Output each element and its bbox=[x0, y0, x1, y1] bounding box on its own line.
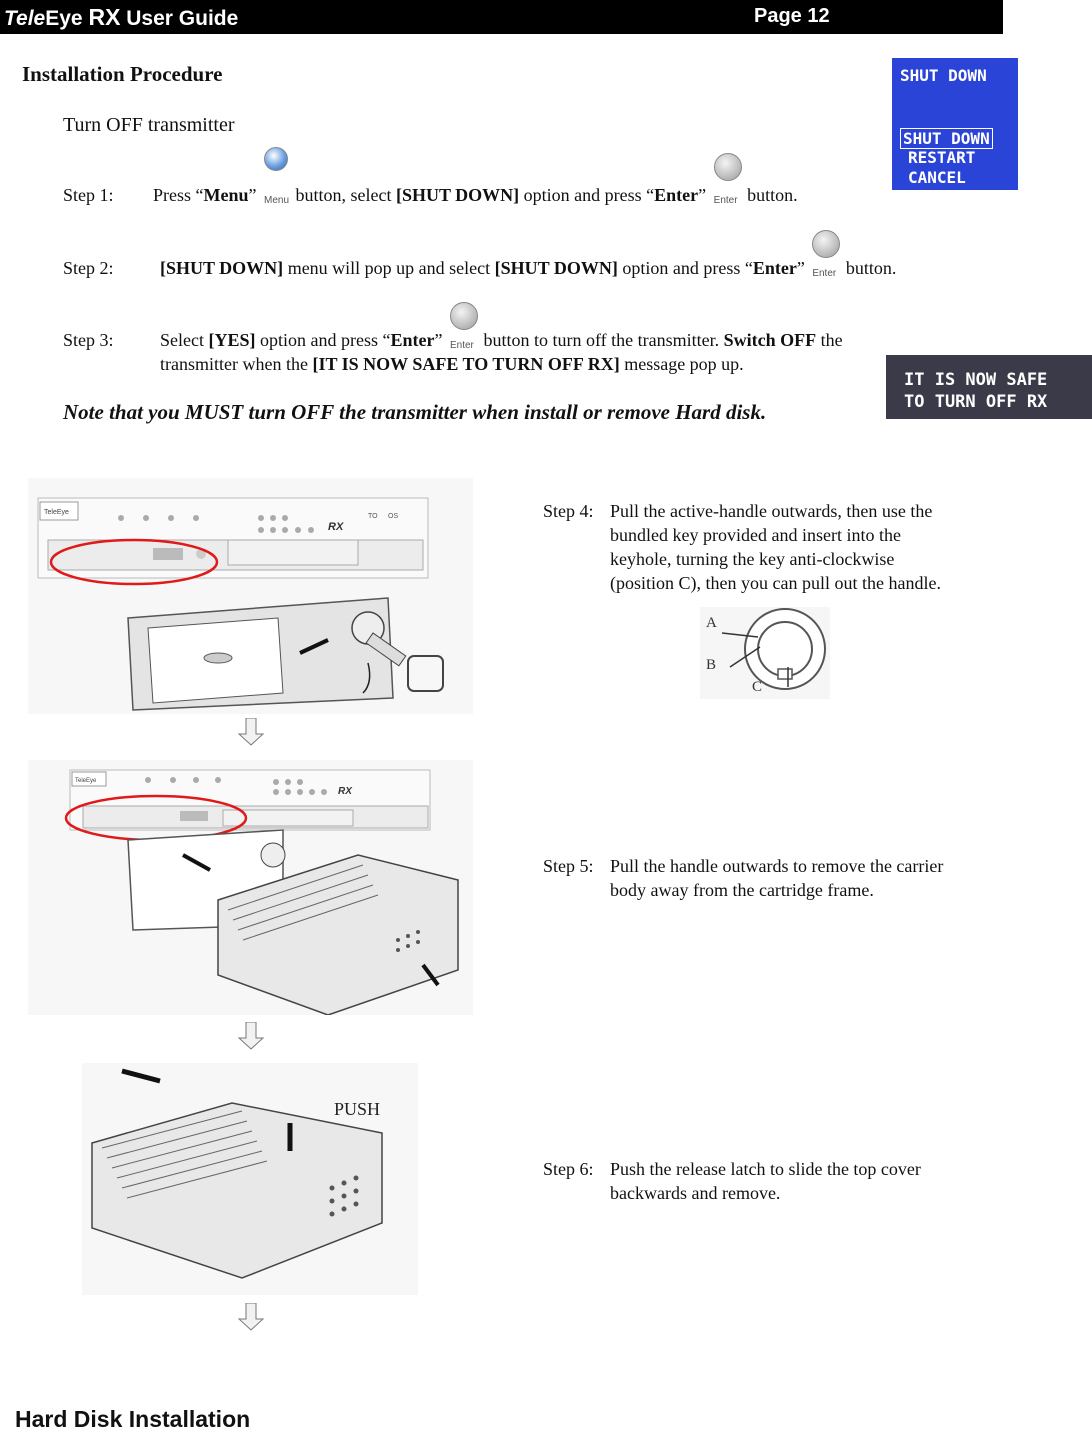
step3-number: Step 3: bbox=[63, 330, 114, 350]
warning-note: Note that you MUST turn OFF the transmitter when install or remove Hard disk. bbox=[63, 400, 767, 424]
step5-label: Step 5: bbox=[543, 856, 594, 876]
step4-label: Step 4: bbox=[543, 501, 594, 521]
section-title: Installation Procedure bbox=[22, 62, 223, 86]
step3-text: Select [YES] option and press “Enter” Enter button to turn off the transmitter. Switch OFF the transmitter when the [IT IS NOW SAFE TO TURN OFF RX] message pop up. bbox=[160, 328, 843, 376]
push-label: PUSH bbox=[334, 1099, 381, 1119]
device-model: RX bbox=[328, 521, 344, 533]
enter-button-icon: Enter bbox=[809, 260, 841, 280]
step6-label: Step 6: bbox=[543, 1159, 594, 1179]
step2-number: Step 2: bbox=[63, 258, 114, 278]
step4-text: Pull the active-handle outwards, then use the bundled key provided and insert into the keyhole, turning the key anti-clockwise (position C), then you can pull out the handle. bbox=[610, 501, 941, 593]
enter-button-icon: Enter bbox=[711, 187, 743, 207]
osd-menu-item: RESTART bbox=[908, 148, 976, 167]
carrier-removal-illustration bbox=[28, 760, 473, 1015]
svg-text:RX: RX bbox=[338, 786, 352, 797]
header-bar bbox=[0, 0, 1003, 34]
subtitle: Turn OFF transmitter bbox=[63, 114, 235, 136]
device-brand: TeleEye bbox=[44, 509, 69, 516]
svg-text:OS: OS bbox=[388, 513, 399, 520]
key-position-diagram bbox=[700, 607, 830, 699]
osd-shutdown-menu bbox=[892, 58, 1018, 190]
svg-text:TeleEye: TeleEye bbox=[75, 778, 97, 784]
down-arrow-icon bbox=[238, 1303, 264, 1331]
key-label-a: A bbox=[706, 615, 717, 631]
osd-menu-item: CANCEL bbox=[908, 168, 966, 187]
device-key-illustration bbox=[28, 478, 473, 714]
step2-text: [SHUT DOWN] menu will pop up and select [SHUT DOWN] option and press “Enter” Enter button. bbox=[160, 256, 896, 280]
key-label-b: B bbox=[706, 657, 717, 673]
svg-text:TO: TO bbox=[368, 513, 378, 520]
osd-safe-message: IT IS NOW SAFE TO TURN OFF RX bbox=[886, 355, 1092, 419]
step1-text: Press “Menu” Menu button, select [SHUT DOWN] option and press “Enter” Enter button. bbox=[153, 183, 798, 207]
down-arrow-icon bbox=[238, 718, 264, 746]
step5-text: Pull the handle outwards to remove the carrier body away from the cartridge frame. bbox=[610, 856, 944, 900]
page-number: Page 12 bbox=[754, 5, 830, 27]
osd-menu-title: SHUT DOWN bbox=[900, 66, 987, 85]
osd-menu-item: SHUT DOWN bbox=[900, 128, 993, 149]
down-arrow-icon bbox=[238, 1022, 264, 1050]
step6-text: Push the release latch to slide the top cover backwards and remove. bbox=[610, 1159, 921, 1203]
footer-title: Hard Disk Installation bbox=[15, 1406, 251, 1432]
enter-button-icon: Enter bbox=[447, 332, 479, 352]
push-latch-illustration bbox=[82, 1063, 418, 1295]
header-title: TeleEye RX User Guide bbox=[4, 4, 239, 30]
step1-number: Step 1: bbox=[63, 185, 114, 205]
key-label-c: C bbox=[752, 679, 763, 695]
menu-button-icon: Menu bbox=[261, 187, 291, 207]
